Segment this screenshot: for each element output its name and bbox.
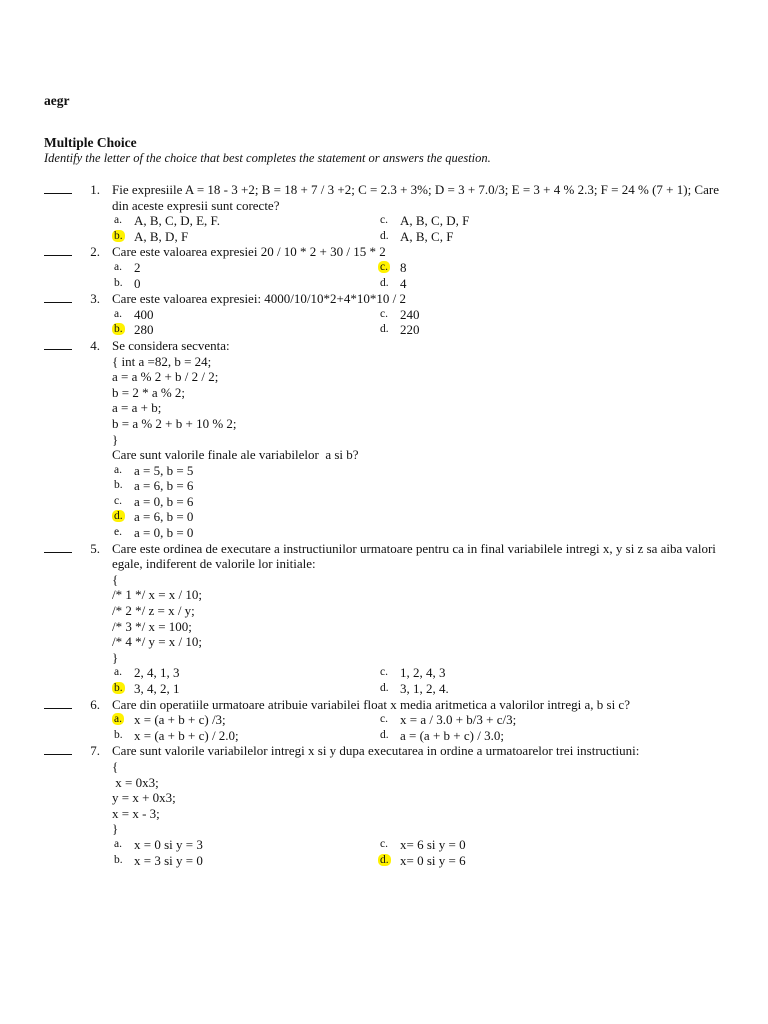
answer-letter: b. [114, 276, 123, 289]
choice-letter [112, 213, 134, 229]
question-body [112, 697, 720, 744]
highlighted-answer-letter: c. [380, 260, 388, 273]
answer-letter: b. [114, 853, 123, 866]
choice-d[interactable] [378, 322, 708, 338]
choice-a[interactable] [112, 837, 378, 853]
choice-c[interactable] [378, 837, 708, 853]
code-line: { [112, 571, 119, 587]
choice-a[interactable] [112, 307, 378, 323]
choice-letter [378, 712, 400, 728]
code-line: b = a % 2 + b + 10 % 2; [112, 415, 237, 431]
choice-text: x= 6 si y = 0 [400, 836, 466, 852]
choice-a[interactable] [112, 213, 378, 229]
choice-letter [112, 681, 134, 697]
answer-letter: c. [380, 713, 388, 726]
choice-text: 240 [400, 306, 420, 322]
question-body [112, 291, 720, 338]
highlighted-answer-letter: a. [114, 713, 122, 726]
choice-letter [112, 525, 134, 541]
answer-letter: a. [114, 837, 122, 850]
choice-letter [112, 276, 134, 292]
answer-letter: c. [380, 307, 388, 320]
question-number: 5. [90, 540, 100, 556]
choice-letter [112, 837, 134, 853]
question-7 [0, 743, 768, 868]
choice-d[interactable] [378, 681, 708, 697]
question-body [112, 182, 723, 244]
answer-letter: a. [114, 214, 122, 227]
code-line: /* 1 */ x = x / 10; [112, 587, 203, 603]
answer-letter: e. [114, 526, 122, 539]
question-3 [0, 291, 768, 338]
code-line: { [112, 758, 119, 774]
choice-b[interactable] [112, 229, 378, 245]
question-number: 1. [90, 182, 100, 197]
choice-list [112, 665, 720, 696]
choice-text: a = 6, b = 6 [134, 478, 194, 494]
choice-letter [378, 665, 400, 681]
choice-letter [378, 213, 400, 229]
code-line: } [112, 821, 119, 837]
question-text: Fie expresiile A = 18 - 3 +2; B = 18 + 7 / 3 +2; C = 2.3 + 3%; D = 3 + 7.0/3; E = 3 + 4 % 2.3; F = 24 % (7 + 1); Care din aceste expresii sunt corecte? [112, 182, 723, 213]
choice-list [112, 463, 720, 541]
choice-a[interactable] [112, 260, 378, 276]
choice-c[interactable] [378, 712, 708, 728]
choice-text: 2, 4, 1, 3 [134, 665, 180, 681]
choice-d[interactable] [378, 728, 708, 744]
document-name: aegr [44, 93, 70, 108]
answer-letter: c. [380, 214, 388, 227]
choice-text: x = a / 3.0 + b/3 + c/3; [400, 712, 517, 728]
highlighted-answer-letter: d. [114, 510, 123, 523]
choice-text: 2 [134, 259, 141, 275]
choice-c[interactable] [378, 665, 708, 681]
code-line: } [112, 431, 119, 447]
answer-blank[interactable] [44, 291, 72, 303]
question-body [112, 743, 720, 868]
choice-text: x = (a + b + c) / 2.0; [134, 727, 239, 743]
choice-text: 3, 1, 2, 4. [400, 681, 449, 696]
answer-letter: c. [380, 666, 388, 679]
question-5 [0, 541, 768, 697]
choice-letter [112, 260, 134, 276]
choice-b[interactable] [112, 478, 720, 494]
choice-list [112, 712, 720, 743]
question-body [112, 338, 720, 541]
code-line: } [112, 649, 119, 665]
choice-c[interactable] [378, 260, 708, 276]
choice-b[interactable] [112, 728, 378, 744]
answer-letter: d. [380, 682, 389, 694]
choice-text: A, B, C, F [400, 228, 454, 244]
code-line: /* 3 */ x = 100; [112, 618, 192, 634]
answer-blank[interactable] [44, 244, 72, 256]
choice-list [112, 213, 720, 244]
choice-letter [112, 307, 134, 323]
choice-letter [112, 509, 134, 525]
choice-letter [378, 853, 400, 869]
choice-text: x= 0 si y = 6 [400, 852, 466, 868]
code-line: Care sunt valorile finale ale variabilelor a si b? [112, 447, 359, 463]
question-number: 7. [90, 743, 100, 759]
choice-text: A, B, C, D, F [400, 213, 470, 229]
choice-letter [378, 229, 400, 245]
answer-blank[interactable] [44, 338, 72, 350]
choice-letter [112, 463, 134, 479]
question-text: Care din operatiile urmatoare atribuie variabilei float x media aritmetica a valorilor intregi a, b si c? [112, 696, 630, 712]
answer-blank[interactable] [44, 541, 72, 553]
choice-a[interactable] [112, 463, 720, 479]
question-text: Care este valoarea expresiei: 4000/10/10*2+4*10*10 / 2 [112, 291, 406, 307]
question-number: 2. [90, 244, 100, 260]
question-1 [0, 182, 768, 244]
question-number: 3. [90, 291, 100, 307]
code-line: x = x - 3; [112, 805, 160, 821]
choice-letter [112, 665, 134, 681]
choice-text: A, B, D, F [134, 228, 189, 244]
choice-a[interactable] [112, 665, 378, 681]
question-body [112, 541, 720, 697]
answer-letter: b. [114, 728, 123, 741]
choice-text: 8 [400, 259, 407, 275]
section-title: Multiple Choice [44, 135, 137, 150]
choice-text: 220 [400, 322, 420, 338]
choice-list [112, 307, 720, 338]
choice-letter [378, 681, 400, 697]
question-2 [0, 244, 768, 291]
choice-text: 3, 4, 2, 1 [134, 681, 180, 696]
code-line: a = a % 2 + b / 2 / 2; [112, 369, 219, 385]
instructions: Identify the letter of the choice that best completes the statement or answers the question. [44, 151, 491, 165]
answer-blank[interactable] [44, 743, 72, 755]
question-text: Care este valoarea expresiei 20 / 10 * 2 + 30 / 15 * 2 [112, 244, 386, 260]
code-line: { int a =82, b = 24; [112, 353, 212, 369]
choice-letter [112, 853, 134, 869]
highlighted-answer-letter: b. [114, 323, 123, 336]
code-line: a = a + b; [112, 400, 162, 416]
code-line: /* 2 */ z = x / y; [112, 603, 195, 619]
choice-c[interactable] [378, 213, 708, 229]
answer-letter: c. [114, 494, 122, 507]
code-line: /* 4 */ y = x / 10; [112, 634, 203, 650]
choice-letter [378, 837, 400, 853]
answer-letter: a. [114, 260, 122, 273]
question-text: Se considera secventa: [112, 337, 230, 353]
choice-b[interactable] [112, 853, 378, 869]
question-number: 6. [90, 696, 100, 712]
question-body [112, 244, 720, 291]
choice-d[interactable] [378, 229, 708, 245]
choice-text: 400 [134, 306, 154, 322]
choice-b[interactable] [112, 681, 378, 697]
code-line: x = 0x3; [112, 774, 159, 790]
answer-letter: d. [380, 728, 389, 741]
choice-text: 1, 2, 4, 3 [400, 665, 446, 681]
choice-b[interactable] [112, 276, 378, 292]
choice-text: x = (a + b + c) /3; [134, 712, 226, 728]
question-6 [0, 697, 768, 744]
choice-text: 4 [400, 275, 407, 291]
highlighted-answer-letter: d. [380, 853, 389, 866]
answer-letter: a. [114, 666, 122, 679]
highlighted-answer-letter: b. [114, 229, 123, 242]
answer-letter: d. [380, 323, 389, 336]
question-list [0, 182, 768, 868]
answer-blank[interactable] [44, 182, 72, 194]
choice-letter [378, 728, 400, 744]
choice-text: a = 0, b = 0 [134, 525, 194, 541]
choice-text: a = 6, b = 0 [134, 509, 194, 525]
choice-d[interactable] [112, 509, 720, 525]
question-text: Care este ordinea de executare a instructiunilor urmatoare pentru ca in final variabilele intregi x, y si z sa aiba valori egale, indiferent de valorile lor initiale: [112, 540, 720, 572]
question-text: Care sunt valorile variabilelor intregi x si y dupa executarea in ordine a urmatoarelor trei instructiuni: [112, 743, 640, 759]
code-line: b = 2 * a % 2; [112, 384, 186, 400]
choice-d[interactable] [378, 853, 708, 869]
choice-text: a = (a + b + c) / 3.0; [400, 727, 504, 743]
choice-letter [112, 728, 134, 744]
answer-letter: a. [114, 307, 122, 320]
choice-letter [112, 494, 134, 510]
choice-letter [112, 478, 134, 494]
choice-list [112, 260, 720, 291]
choice-c[interactable] [112, 494, 720, 510]
choice-text: a = 5, b = 5 [134, 462, 194, 478]
choice-e[interactable] [112, 525, 720, 541]
highlighted-answer-letter: b. [114, 682, 123, 694]
choice-d[interactable] [378, 276, 708, 292]
choice-letter [378, 322, 400, 338]
choice-letter [378, 260, 400, 276]
choice-letter [112, 712, 134, 728]
choice-a[interactable] [112, 712, 378, 728]
answer-letter: a. [114, 463, 122, 476]
choice-letter [112, 229, 134, 245]
choice-c[interactable] [378, 307, 708, 323]
choice-letter [378, 276, 400, 292]
question-number: 4. [90, 337, 100, 353]
choice-list [112, 837, 720, 868]
choice-text: a = 0, b = 6 [134, 493, 194, 509]
choice-letter [112, 322, 134, 338]
choice-text: A, B, C, D, E, F. [134, 213, 220, 229]
choice-text: 0 [134, 275, 141, 291]
choice-text: x = 3 si y = 0 [134, 852, 203, 868]
choice-b[interactable] [112, 322, 378, 338]
answer-blank[interactable] [44, 697, 72, 709]
answer-letter: d. [380, 276, 389, 289]
choice-letter [378, 307, 400, 323]
answer-letter: c. [380, 837, 388, 850]
answer-letter: d. [380, 229, 389, 242]
choice-text: x = 0 si y = 3 [134, 836, 203, 852]
answer-letter: b. [114, 479, 123, 492]
question-4 [0, 338, 768, 541]
code-line: y = x + 0x3; [112, 790, 176, 806]
choice-text: 280 [134, 322, 154, 338]
